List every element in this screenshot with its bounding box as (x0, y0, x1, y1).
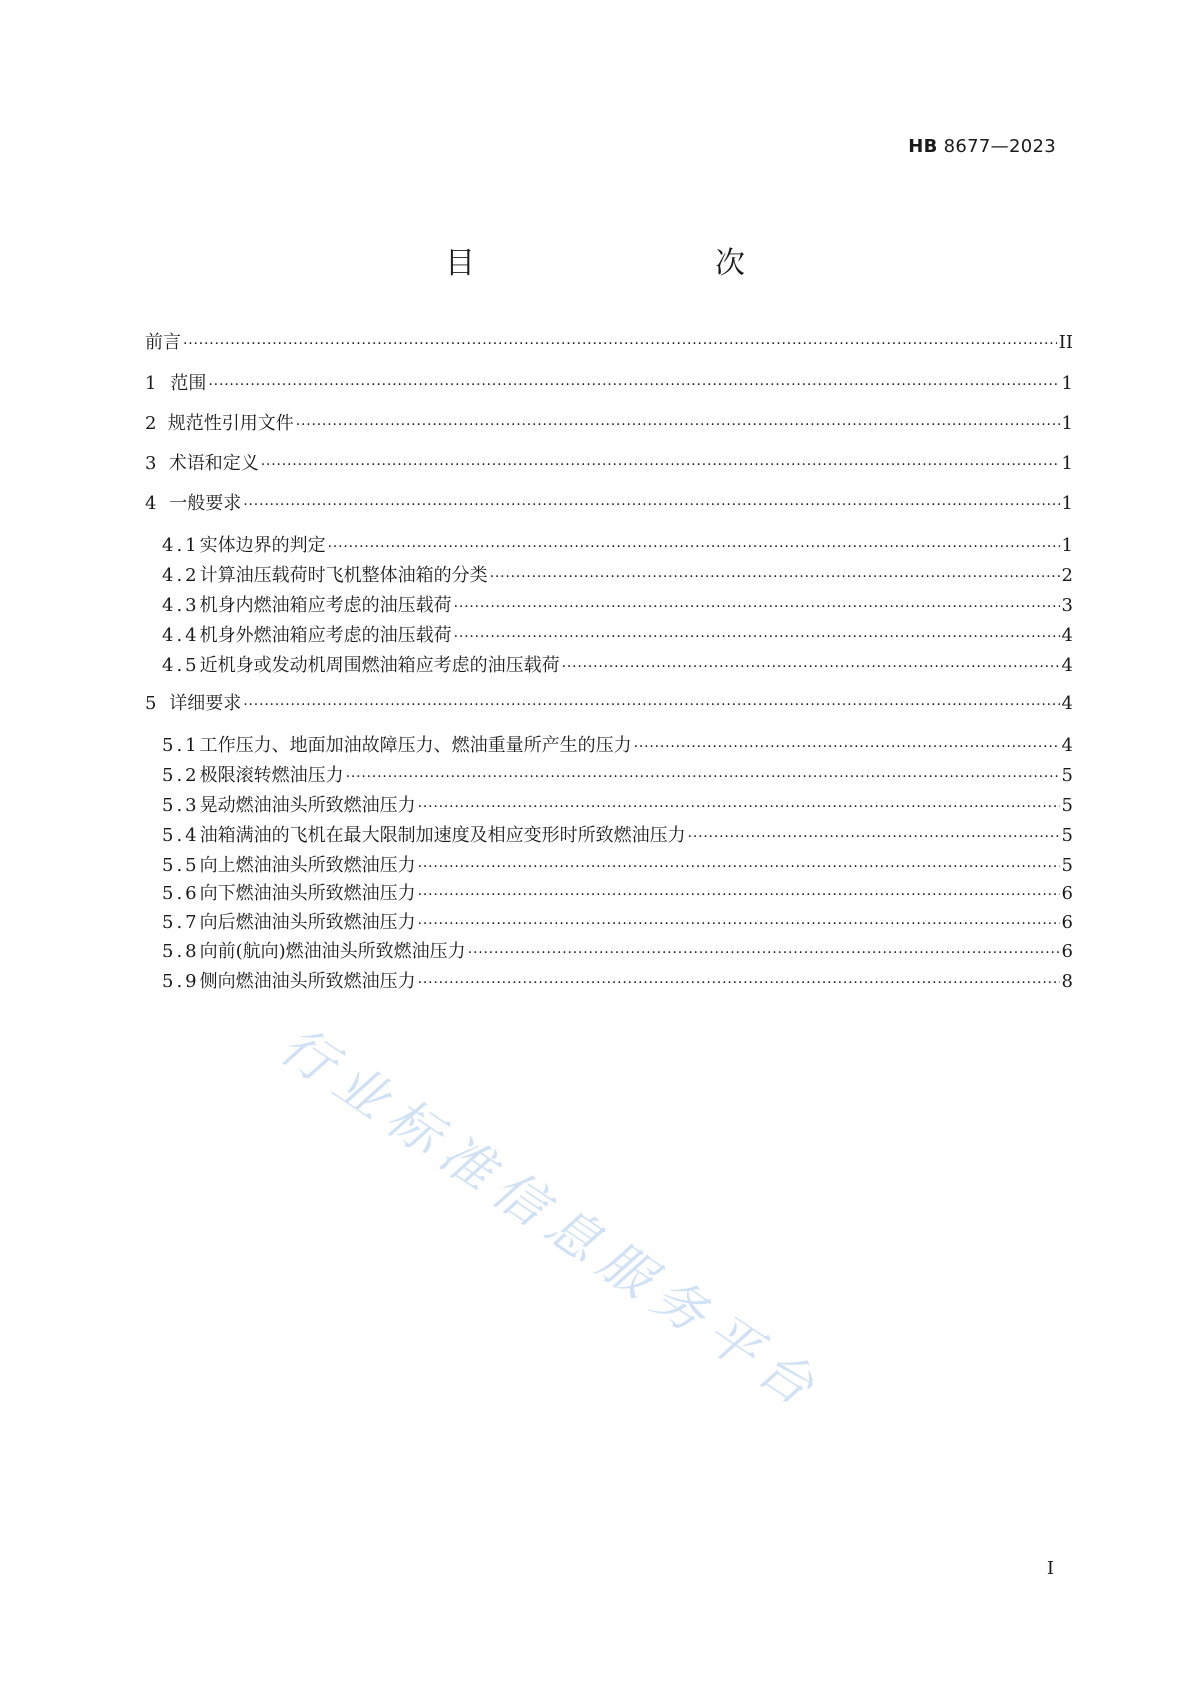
toc-entry-number: 4.1 (162, 535, 200, 556)
dot-leader (208, 372, 1059, 398)
toc-entry[interactable] (145, 881, 1073, 907)
toc-entry-page: 6 (1061, 941, 1073, 962)
dot-leader (243, 492, 1059, 518)
dot-leader (346, 764, 1060, 790)
toc-entry-page: 4 (1061, 625, 1073, 646)
dot-leader (183, 331, 1057, 357)
toc-entry-title: 详细要求 (169, 693, 242, 714)
toc-entry-number: 5.2 (162, 765, 200, 786)
toc-entry-number: 5.4 (162, 825, 200, 846)
toc-entry-title: 向前(航向)燃油油头所致燃油压力 (199, 941, 466, 962)
toc-entry-title: 规范性引用文件 (167, 413, 294, 434)
toc-entry[interactable] (145, 593, 1073, 619)
toc-entry-title: 极限滚转燃油压力 (199, 765, 344, 786)
toc-entry-title: 前言 (145, 332, 181, 353)
toc-entry-page: 6 (1061, 912, 1073, 933)
toc-entry[interactable] (145, 853, 1073, 879)
toc-entry-title: 计算油压载荷时飞机整体油箱的分类 (199, 565, 488, 586)
toc-entry[interactable] (145, 371, 1073, 397)
toc-entry-page: 8 (1061, 971, 1073, 992)
dot-leader (328, 534, 1060, 560)
toc-entry[interactable] (145, 910, 1073, 936)
toc-entry-number: 5.7 (162, 912, 200, 933)
toc-entry-title: 范围 (170, 373, 207, 394)
toc-entry-title: 机身内燃油箱应考虑的油压载荷 (199, 595, 452, 616)
toc-entry-title: 油箱满油的飞机在最大限制加速度及相应变形时所致燃油压力 (199, 825, 686, 846)
dot-leader (468, 940, 1060, 966)
toc-entry-title: 一般要求 (169, 493, 242, 514)
toc-entry[interactable] (145, 793, 1073, 819)
toc-entry-title: 向下燃油油头所致燃油压力 (199, 883, 416, 904)
toc-entry-page: 5 (1061, 765, 1073, 786)
toc-entry[interactable] (145, 969, 1073, 995)
toc-entry-title: 向后燃油油头所致燃油压力 (199, 912, 416, 933)
toc-entry-title: 向上燃油油头所致燃油压力 (199, 855, 416, 876)
toc-entry[interactable] (145, 823, 1073, 849)
toc-entry-page: 5 (1061, 855, 1073, 876)
toc-entry[interactable] (145, 939, 1073, 965)
dot-leader (418, 794, 1060, 820)
toc-entry[interactable] (145, 763, 1073, 789)
toc-entry-title: 晃动燃油油头所致燃油压力 (199, 795, 416, 816)
toc-entry-page: 4 (1061, 735, 1073, 756)
toc-entry-title: 侧向燃油油头所致燃油压力 (199, 971, 416, 992)
toc-entry-number: 4.3 (162, 595, 200, 616)
standard-prefix: HB (908, 136, 938, 157)
watermark: 行业标准信息服务平台 (269, 1015, 834, 1424)
dot-leader (418, 911, 1060, 937)
dot-leader (562, 654, 1060, 680)
toc-entry-number: 5.8 (162, 941, 200, 962)
toc-entry-page: 2 (1061, 565, 1073, 586)
standard-code: 8677—2023 (937, 136, 1056, 157)
dot-leader (418, 854, 1060, 880)
toc-entry-number: 5.9 (162, 971, 200, 992)
toc-entry-page: 4 (1061, 693, 1073, 714)
toc-entry-page: 1 (1061, 453, 1073, 474)
dot-leader (418, 882, 1060, 908)
toc-entry[interactable] (145, 491, 1073, 517)
toc-entry[interactable] (145, 623, 1073, 649)
toc-entry-page: 1 (1061, 373, 1073, 394)
toc-entry-number: 5.6 (162, 883, 200, 904)
toc-entry-number: 5.1 (162, 735, 200, 756)
toc-entry-title: 工作压力、地面加油故障压力、燃油重量所产生的压力 (199, 735, 632, 756)
toc-entry[interactable] (145, 533, 1073, 559)
toc-entry[interactable] (145, 330, 1073, 356)
toc-entry-page: 5 (1061, 825, 1073, 846)
toc-entry-number: 2 (145, 413, 157, 434)
dot-leader (490, 564, 1060, 590)
toc-entry-number: 1 (145, 373, 157, 394)
toc-entry-page: 3 (1061, 595, 1073, 616)
dot-leader (454, 594, 1060, 620)
toc-entry-title: 近机身或发动机周围燃油箱应考虑的油压载荷 (199, 655, 560, 676)
toc-entry-page: 1 (1061, 535, 1073, 556)
dot-leader (243, 692, 1059, 718)
toc-entry-page: 6 (1061, 883, 1073, 904)
toc-entry-page: 5 (1061, 795, 1073, 816)
toc-entry-number: 5.3 (162, 795, 200, 816)
toc-entry-number: 3 (145, 453, 157, 474)
toc-entry-page: 4 (1061, 655, 1073, 676)
page-title: 目 次 (445, 246, 805, 281)
toc-entry-page: 1 (1061, 413, 1073, 434)
page-number: I (1046, 1558, 1054, 1579)
toc-entry[interactable] (145, 411, 1073, 437)
toc-entry-title: 实体边界的判定 (199, 535, 326, 556)
toc-entry[interactable] (145, 691, 1073, 717)
toc-entry-title: 机身外燃油箱应考虑的油压载荷 (199, 625, 452, 646)
toc-entry-number: 4.5 (162, 655, 200, 676)
dot-leader (418, 970, 1060, 996)
toc-entry[interactable] (145, 653, 1073, 679)
toc-entry[interactable] (145, 563, 1073, 589)
toc-entry-page: 1 (1061, 493, 1073, 514)
toc-entry[interactable] (145, 451, 1073, 477)
toc-entry[interactable] (145, 733, 1073, 759)
toc-entry-number: 4.2 (162, 565, 200, 586)
toc-entry-number: 4.4 (162, 625, 200, 646)
dot-leader (454, 624, 1060, 650)
toc-entry-page: II (1058, 332, 1073, 353)
toc-entry-number: 4 (145, 493, 157, 514)
toc-entry-number: 5 (145, 693, 157, 714)
standard-number (908, 136, 1056, 157)
dot-leader (296, 412, 1060, 438)
toc-entry-number: 5.5 (162, 855, 200, 876)
dot-leader (261, 452, 1060, 478)
toc-entry-title: 术语和定义 (168, 453, 259, 474)
dot-leader (634, 734, 1060, 760)
dot-leader (688, 824, 1060, 850)
